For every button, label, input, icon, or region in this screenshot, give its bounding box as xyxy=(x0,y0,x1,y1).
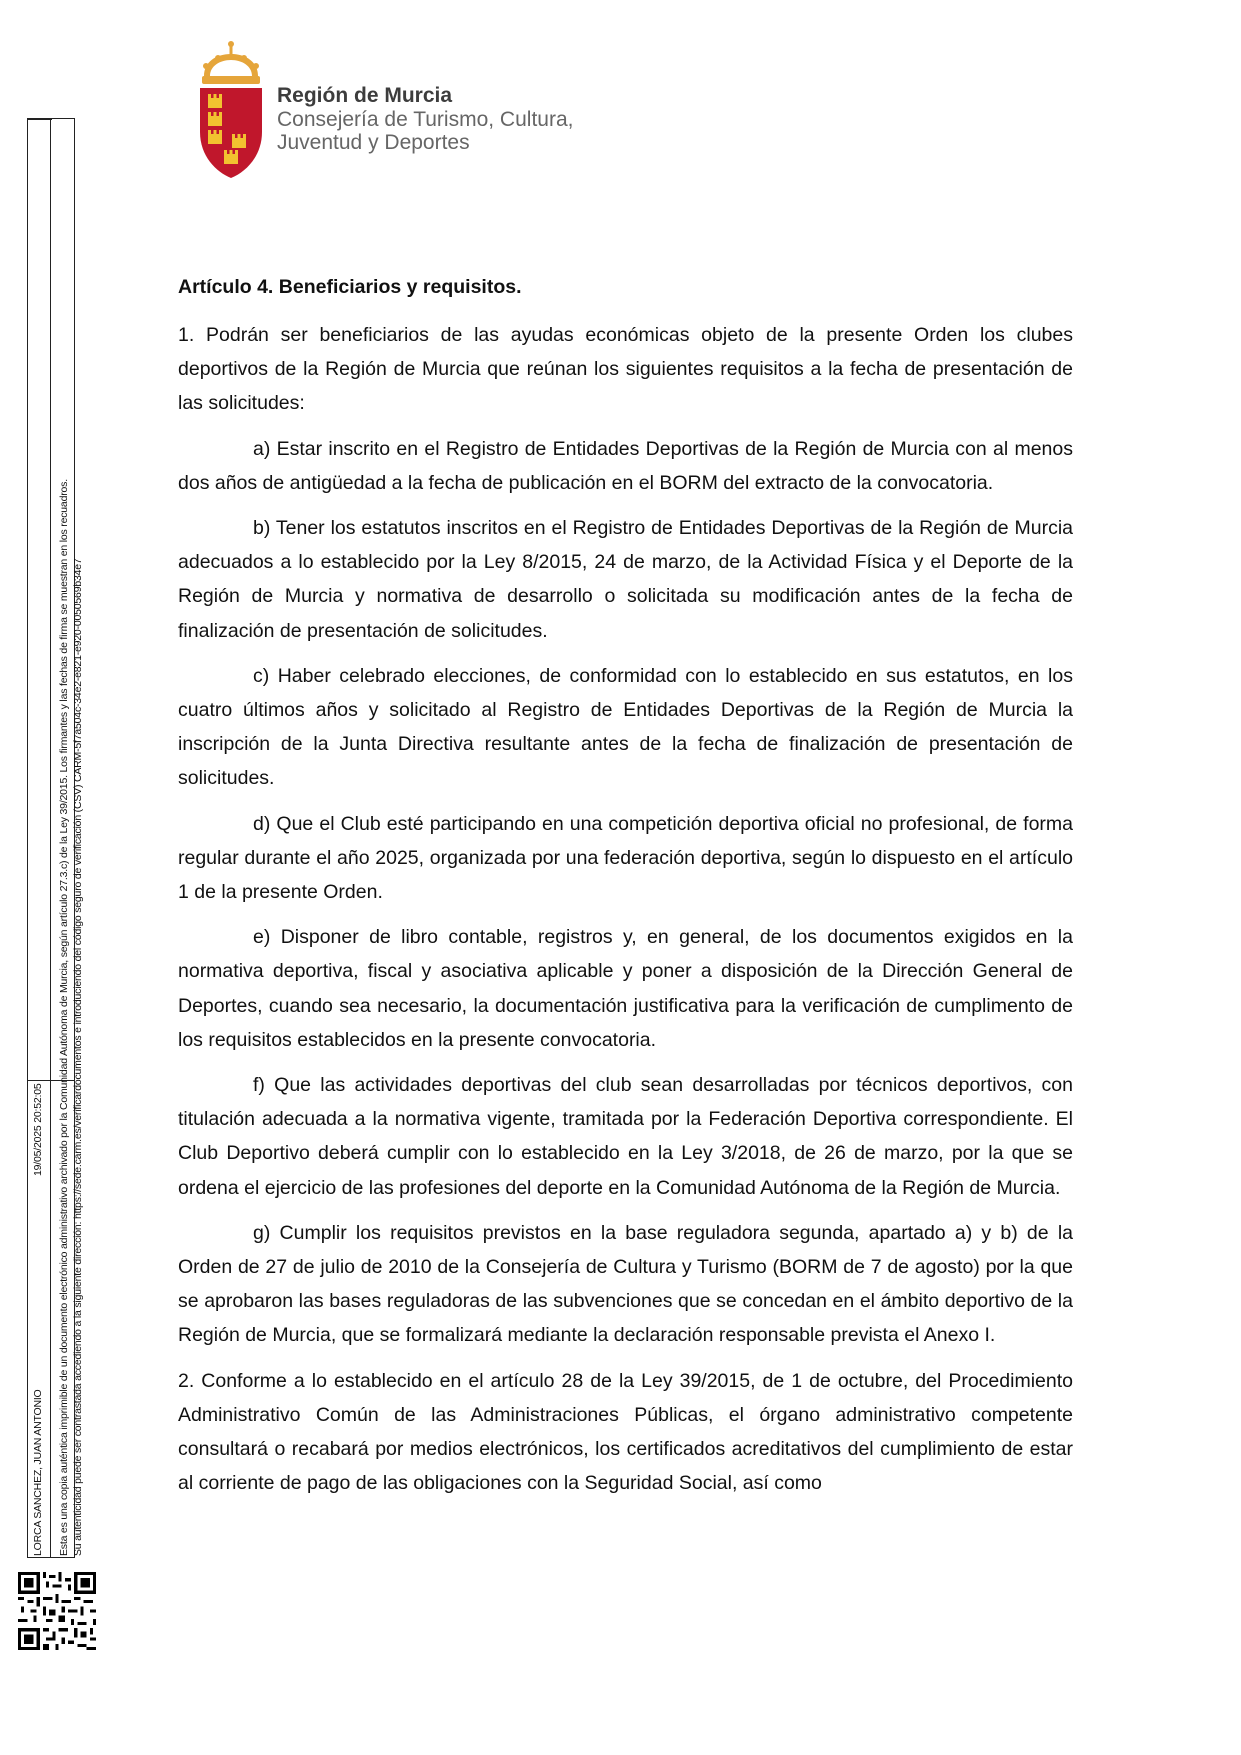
signature-timestamp: 19/05/2025 20:52:05 xyxy=(32,1083,44,1176)
requirement-b: b) Tener los estatutos inscritos en el Registro de Entidades Deportivas de la Región de Murcia adecuados a lo establecido por la Ley 8/2015, 24 de marzo, de la Actividad Física y el Deporte de la Región de Murcia y normativa de desarrollo o solicitada su modificación antes de la fecha de finalización de presentación de solicitudes. xyxy=(178,517,1073,642)
paragraph-2: 2. Conforme a lo establecido en el artículo 28 de la Ley 39/2015, de 1 de octubre, del Procedimiento Administrativo Común de las Administraciones Públicas, el órgano administrativo competente consultará o recabará por medios electrónicos, los certificados acreditativos del cumplimiento de estar al corriente de pago de las obligaciones con la Seguridad Social, así como xyxy=(178,1369,1073,1495)
requirement-e: e) Disponer de libro contable, registros y, en general, de los documentos exigidos en la normativa deportiva, fiscal y asociativa aplicable y poner a disposición de la Dirección General de Deportes, cuando sea necesario, la documentación justificativa para la verificación de cumplimento de los requisitos establecidos en la presente convocatoria. xyxy=(178,926,1073,1051)
department-line-2: Juventud y Deportes xyxy=(277,131,470,155)
paragraph-1: 1. Podrán ser beneficiarios de las ayudas económicas objeto de la presente Orden los clubes deportivos de la Región de Murcia que reúnan los siguientes requisitos a la fecha de presentación de las solicitudes: xyxy=(178,324,1073,415)
article-title: Artículo 4. Beneficiarios y requisitos. xyxy=(178,276,522,298)
legal-notice-line-2: Su autenticidad puede ser contrastada accediendo a la siguiente dirección: https://sede.carm.es/verificardocumentos e introduciendo del código seguro de verificación (CSV) CARM-5f7a504c-34e2-e821-e920-0050569b34e7 xyxy=(72,558,84,1556)
signer-name: LORCA SANCHEZ, JUAN ANTONIO xyxy=(32,1389,44,1556)
requirement-f: f) Que las actividades deportivas del club sean desarrolladas por técnicos deportivos, con titulación adecuada a la normativa vigente, tramitada por la Federación Deportiva correspondiente. El Club Deportivo deberá cumplir con lo establecido en la Ley 3/2018, de 26 de marzo, por la que se ordena el ejercicio de las profesiones del deporte en la Comunidad Autónoma de la Región de Murcia. xyxy=(178,1074,1073,1199)
legal-notice-line-1: Esta es una copia auténtica imprimible de un documento electrónico administrativo archivado por la Comunidad Autónoma de Murcia, según artículo 27.3.c) de la Ley 39/2015. Los firmantes y las fechas de firma se muestran en los recuadros. xyxy=(58,479,70,1556)
requirement-a: a) Estar inscrito en el Registro de Entidades Deportivas de la Región de Murcia con al menos dos años de antigüedad a la fecha de publicación en el BORM del extracto de la convocatoria. xyxy=(178,437,1073,494)
organization-name: Región de Murcia xyxy=(277,84,453,107)
requirement-c: c) Haber celebrado elecciones, de conformidad con lo establecido en sus estatutos, en los cuatro últimos años y solicitado al Registro de Entidades Deportivas de la Región de Murcia la inscripción de la Junta Directiva resultante antes de la fecha de finalización de presentación de solicitudes. xyxy=(178,664,1073,790)
requirement-g: g) Cumplir los requisitos previstos en la base reguladora segunda, apartado a) y b) de la Orden de 27 de julio de 2010 de la Consejería de Cultura y Turismo (BORM de 7 de agosto) por la que se aprobaron las bases reguladoras de las subvenciones que se concedan en el ámbito deportivo de la Región de Murcia, que se formalizará mediante la declaración responsable prevista el Anexo I. xyxy=(178,1221,1073,1347)
region-murcia-coat-of-arms-icon xyxy=(196,40,266,180)
verification-qr-code-icon xyxy=(18,1572,96,1650)
document-body xyxy=(178,270,1073,1512)
requirement-d: d) Que el Club esté participando en una competición deportiva oficial no profesional, de forma regular durante el año 2025, organizada por una federación deportiva, según lo dispuesto en el artículo 1 de la presente Orden. xyxy=(178,812,1073,904)
signature-box xyxy=(27,118,51,1558)
department-line-1: Consejería de Turismo, Cultura, xyxy=(277,107,574,131)
organization-header xyxy=(277,84,573,155)
